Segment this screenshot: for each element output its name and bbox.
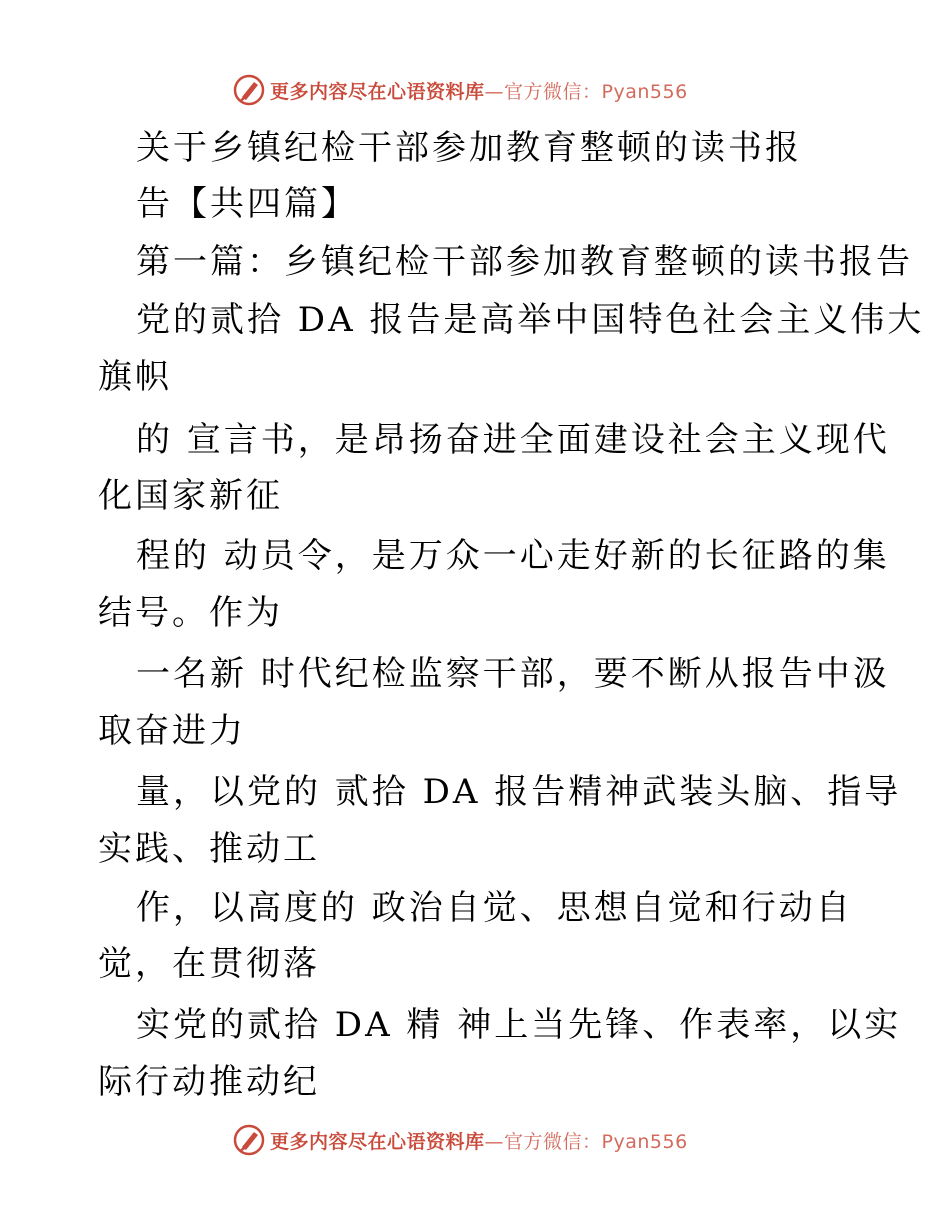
body-line: 结号。作为 (98, 593, 283, 633)
body-line: 实践、推动工 (98, 829, 320, 869)
watermark-sub-text: —官方微信：Pyan556 (484, 80, 688, 103)
title-line-2: 告【共四篇】 (136, 184, 358, 224)
watermark-header (232, 73, 722, 107)
pen-nib-logo-icon (232, 73, 266, 107)
watermark-main-text: 更多内容尽在心语资料库 (270, 1130, 485, 1153)
body-line: 实党的贰拾 DA 精 神上当先锋、作表率，以实 (136, 1005, 902, 1045)
body-line: 党的贰拾 DA 报告是高举中国特色社会主义伟大 (136, 300, 925, 340)
body-line: 取奋进力 (98, 711, 246, 751)
title-line-1: 关于乡镇纪检干部参加教育整顿的读书报 (136, 128, 802, 168)
section-heading: 第一篇：乡镇纪检干部参加教育整顿的读书报告 (136, 242, 913, 282)
watermark-main-text: 更多内容尽在心语资料库 (270, 80, 485, 103)
watermark-sub-text: —官方微信：Pyan556 (484, 1130, 688, 1153)
body-line: 一名新 时代纪检监察干部，要不断从报告中汲 (136, 654, 890, 694)
watermark-footer (232, 1123, 722, 1157)
body-line: 程的 动员令，是万众一心走好新的长征路的集 (136, 536, 890, 576)
body-line: 旗帜 (98, 357, 172, 397)
body-line: 际行动推动纪 (98, 1062, 320, 1102)
body-line: 觉，在贯彻落 (98, 944, 320, 984)
body-line: 的 宣言书，是昂扬奋进全面建设社会主义现代 (136, 420, 890, 460)
body-line: 量，以党的 贰拾 DA 报告精神武装头脑、指导 (136, 772, 902, 812)
pen-nib-logo-icon (232, 1123, 266, 1157)
body-line: 化国家新征 (98, 476, 283, 516)
body-line: 作，以高度的 政治自觉、思想自觉和行动自 (136, 888, 853, 928)
